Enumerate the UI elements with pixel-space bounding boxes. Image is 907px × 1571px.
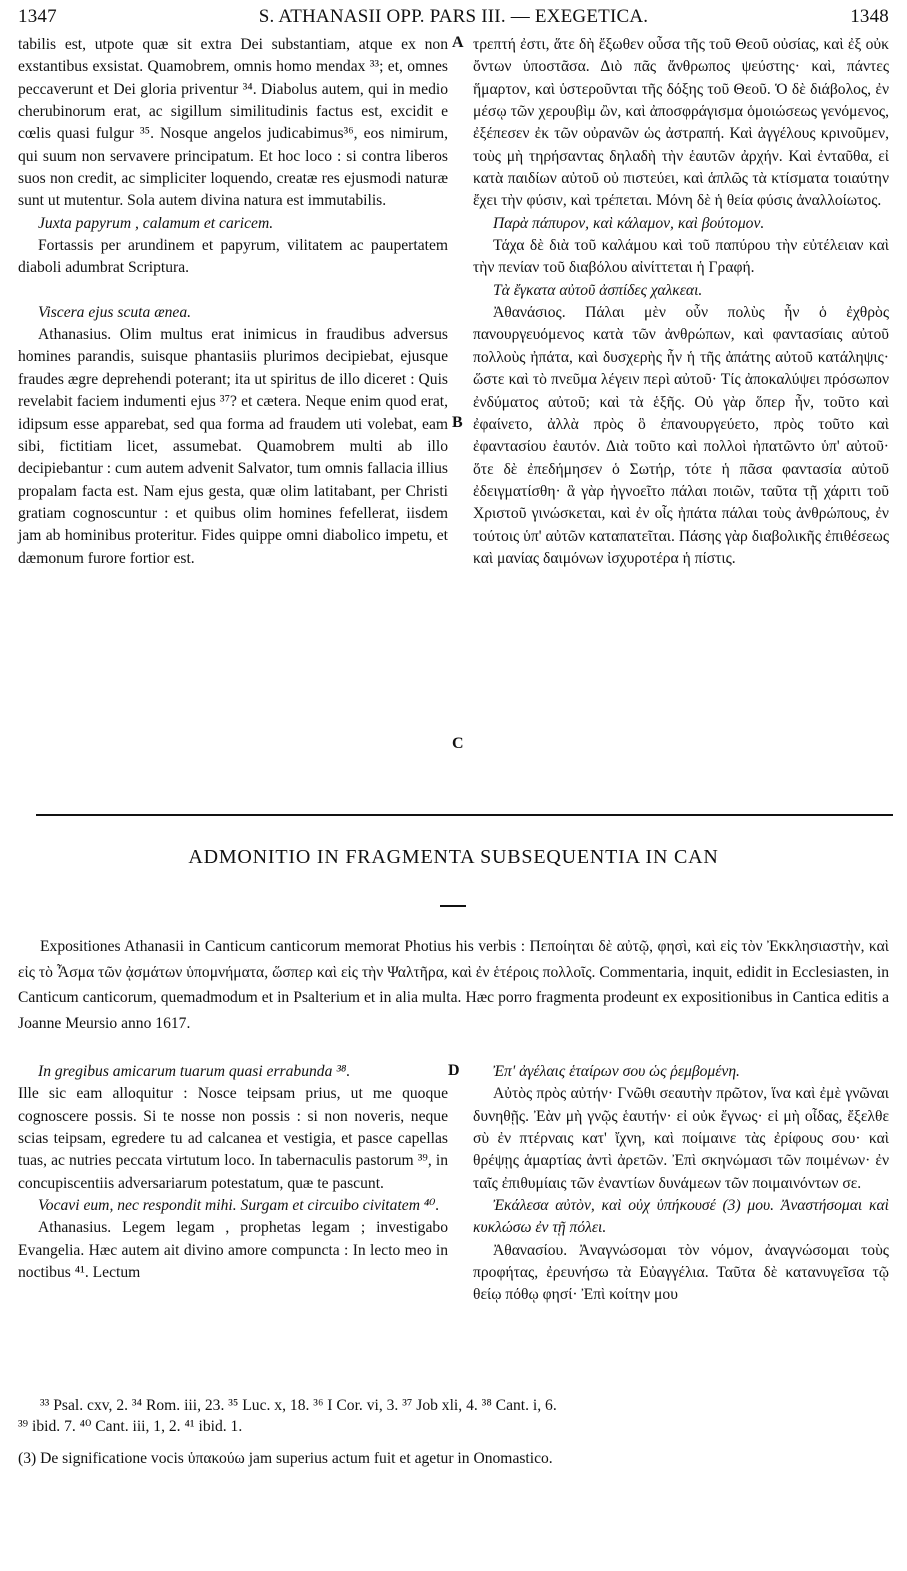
latin-paragraph: Athanasius. Legem legam , prophetas legam ; investigabo Evangelia. Hæc autem ait divino amore compuncta : In lecto meo in noctibus ⁴¹. Lectum (18, 1219, 448, 1282)
margin-mark-d: D (448, 1062, 460, 1079)
section-divider (36, 814, 893, 816)
footnote-line: ³³ Psal. cxv, 2. ³⁴ Rom. iii, 23. ³⁵ Luc. x, 18. ³⁶ I Cor. vi, 3. ³⁷ Job xli, 4. ³⁸ Cant. i, 6. (40, 1397, 557, 1414)
latin-paragraph: Fortassis per arundinem et papyrum, vilitatem ac paupertatem diaboli adumbrat Scriptura. (18, 237, 448, 277)
latin-paragraph: Ille sic eam alloquitur : Nosce teipsam prius, ut me quoque cognoscere possis. Si te nosse non possis : si non noveris, neque scias teipsam, egredere tu ad calcanea et vestigia, et pasce capellas tuas, ac nutries peccata virtutum loco. In tabernaculis pastorum ³⁹, in concupiscentiis adversariarum potestatum, quæ te pascunt. (18, 1085, 448, 1192)
margin-mark-b: B (452, 414, 463, 431)
latin-paragraph: Athanasius. Olim multus erat inimicus in fraudibus adversus homines parandis, suisque phantasiis plurimos decipiebat, ejusque fraudes ægre deprehendi poterant; ita ut spiritus de illo diceret : Quis revelabit faciem indumenti ejus ³⁷? et cætera. Neque enim quod erat, idipsum esse apparebat, sed qua forma ad fraudem uti volebat, eam sibi, fictitiam licet, assumebat. Quamobrem multi ab illo decipiebantur : cum autem advenit Salvator, tum omnis fallacia illius propalam facta est. Nam ejus gesta, quæ olim latitabant, per Christi gratiam cognoscuntur : et quibus olim homines fefellerat, iisdem jam ab hominibus proteritur. Fides quippe omni diabolico impetu, et dæmonum furore fortior est. (18, 326, 448, 567)
latin-lemma: In gregibus amicarum tuarum quasi errabunda ³⁸. (38, 1063, 351, 1080)
running-header (18, 6, 889, 32)
greek-column-bottom (473, 1061, 889, 1307)
greek-paragraph: Αὐτὸς πρὸς αὐτήν· Γνῶθι σεαυτὴν πρῶτον, ἵνα καὶ ἐμὲ γνῶναι δυνηθῇς. Ἐὰν μὴ γνῷς ἑαυτήν· εἰ οὐκ ἔγνως· εἰ μὴ οἶδας, ἔξελθε σὺ ἐν πτέρναις κατ' ἴχνη, καὶ ποίμαινε τὰς ἐρίφους σου· καὶ θρέψῃς ἁμαρτίας ἀντὶ ἀρετῶν. Ἐπὶ σκηνώμασι τῶν ποιμένων· ἐν ταῖς ἐπιθυμίαις τῶν ἐναντίων δυνάμεων τῶν ποιμαινόντων σε. (473, 1085, 889, 1192)
greek-lemma: Τὰ ἔγκατα αὐτοῦ ἀσπίδες χαλκεαι. (493, 281, 703, 299)
greek-paragraph: τρεπτή ἐστι, ἅτε δὴ ἔξωθεν οὖσα τῆς τοῦ Θεοῦ οὐσίας, καὶ ἐξ οὐκ ὄντων ὑποστᾶσα. Διὸ πᾶς ἄνθρωπος ψεύστης· καὶ, πάντες ἥμαρτον, καὶ ὑστεροῦνται τῆς δόξης τοῦ Θεοῦ. Ὁ δὲ διάβολος, ἐν μέσῳ τῶν χερουβὶμ ὢν, καὶ ἀποσφράγισμα ὁμοιώσεως γενόμενος, ἐξέπεσεν ἐκ τῶν οὐρανῶν ὡς ἀστραπή. Καὶ ἀγγέλους κρινοῦμεν, τοὺς μὴ τηρήσαντας δηλαδὴ τὴν ἑαυτῶν ἀρχήν. Καὶ ἐνταῦθα, εἰ κατὰ παιδίων αὐτοῦ οὐ πιστεύει, καὶ ἁπλῶς τὰ κτίσματα τοιαύτην ἔχει τὴν φύσιν, καὶ τρέπεται. Μόνη δὲ ἡ θεία φύσις ἀναλλοίωτος. (473, 36, 889, 210)
admonitio-title: ADMONITIO IN FRAGMENTA SUBSEQUENTIA IN CAN (188, 846, 719, 868)
greek-lemma: Ἐπ' ἀγέλαις ἑταίρων σου ὡς ῥεμβομένη. (493, 1063, 740, 1080)
latin-paragraph: tabilis est, utpote quæ sit extra Dei substantiam, atque ex non exstantibus exsistat. Quamobrem, omnis homo mendax ³³; et, omnes peccaverunt et Dei gloria priventur ³⁴. Diabolus autem, qui in medio cherubinorum erat, ac sigillum similitudinis factus est, excidit e cœlis quasi fulgur ³⁵. Nosque angelos judicabimus³⁶, eos nimirum, qui suum non servavere principatum. Et hoc loco : si contra liberos suos non credit, ac simpliciter loquendo, creatæ res ejusmodi naturæ sunt ut mutentur. Sola autem divina natura est immutabilis. (18, 36, 448, 210)
greek-lemma: Ἐκάλεσα αὐτὸν, καὶ οὐχ ὑπήκουσέ (3) μου. Ἀναστήσομαι καὶ κυκλώσω ἐν τῇ πόλει. (473, 1197, 889, 1237)
greek-paragraph: Ἀθανασίου. Ἀναγνώσομαι τὸν νόμον, ἀναγνώσομαι τοὺς προφήτας, ἐρευνήσω τὰ Εὐαγγέλια. Ταῦτα δὲ κατανυγεῖσα τῷ θείῳ πόθῳ φησί· Ἐπὶ κοίτην μου (473, 1241, 889, 1304)
greek-lemma: Παρὰ πάπυρον, καὶ κάλαμον, καὶ βούτομον. (493, 214, 765, 232)
running-title: S. ATHANASII OPP. PARS III. — EXEGETICA. (258, 6, 649, 27)
title-dash (440, 905, 466, 907)
admonitio-text: Expositiones Athanasii in Canticum canticorum memorat Photius his verbis : Πεποίηται δὲ αὐτῷ, φησὶ, καὶ εἰς τὸν Ἐκκλησιαστὴν, καὶ εἰς τὸ Ἆσμα τῶν ᾀσμάτων ὑπομνήματα, ὥσπερ καὶ εἰς τὴν Ψαλτῆρα, καὶ ἐν ἑτέροις πολλοῖς. Commentaria, inquit, edidit in Ecclesiasten, in Canticum canticorum, quemadmodum et in Psalterium et in alia multa. Hæc porro fragmenta prodeunt ex expositionibus in Cantica editis a Joanne Meursio anno 1617. (18, 938, 889, 1032)
greek-paragraph: Τάχα δὲ διὰ τοῦ καλάμου καὶ τοῦ παπύρου τὴν εὐτέλειαν καὶ τὴν πενίαν τοῦ διαβόλου αἰνίττεται ἡ Γραφή. (473, 237, 889, 277)
greek-column-top (473, 34, 889, 570)
latin-column-top (18, 34, 448, 570)
latin-column-bottom (18, 1061, 448, 1284)
margin-mark-c: C (452, 735, 464, 752)
editor-note: (3) De significatione vocis ὑπακούω jam superius actum fuit et agetur in Onomastico. (18, 1450, 553, 1467)
latin-lemma: Viscera ejus scuta ænea. (38, 303, 192, 321)
page-number-right: 1348 (850, 6, 889, 27)
latin-lemma: Juxta papyrum , calamum et caricem. (38, 214, 274, 232)
footnotes (18, 1395, 889, 1437)
page-number-left: 1347 (18, 6, 57, 27)
latin-lemma: Vocavi eum, nec respondit mihi. Surgam et circuibo civitatem ⁴⁰. (38, 1197, 440, 1215)
greek-paragraph: Ἀθανάσιος. Πάλαι μὲν οὖν πολὺς ἦν ὁ ἐχθρὸς πανουργευόμενος κατὰ τῶν ἀνθρώπων, καὶ φαντασίαις αὐτοῦ πολλοὺς ἠπάτα, καὶ δυσχερὴς ἦν ἡ τῆς ἀπάτης αὐτοῦ κατάληψις· ὥστε καὶ τὸ πνεῦμα λέγειν περὶ αὐτοῦ· Τίς ἀποκαλύψει πρόσωπον ἐνδύματος αὐτοῦ; καὶ τὰ ἑξῆς. Οὐ γὰρ ὅπερ ἦν, τοῦτο καὶ ἐφαίνετο, ἀλλὰ πρὸς ὃ ἐπανουργεύετο, πρὸς τοῦτο καὶ ἐφαντασίου ἑαυτόν. Διὰ τοῦτο καὶ πολλοὶ ἠπατῶντο ὑπ' αὐτοῦ· ὅτε δὲ ἐπεδήμησεν ὁ Σωτήρ, τότε ἡ πᾶσα φαντασία αὐτοῦ ἐδειγματίσθη· ἃ γὰρ ἠγνοεῖτο πάλαι ποιῶν, ταῦτα τῇ χάριτι τοῦ Χριστοῦ γινώσκεται, καὶ ἐν οἷς ἠπάτα πάλαι τοὺς ἀνθρώπους, ἐν τούτοις ὑπ' αὐτῶν καταπατεῖται. Πάσης γὰρ διαβολικῆς ἐπιθέσεως καὶ μανίας δαιμόνων ἰσχυροτέρα ἡ πίστις. (473, 304, 889, 567)
footnote-line: ³⁹ ibid. 7. ⁴⁰ Cant. iii, 1, 2. ⁴¹ ibid. 1. (18, 1418, 243, 1435)
margin-mark-a: A (452, 34, 464, 51)
